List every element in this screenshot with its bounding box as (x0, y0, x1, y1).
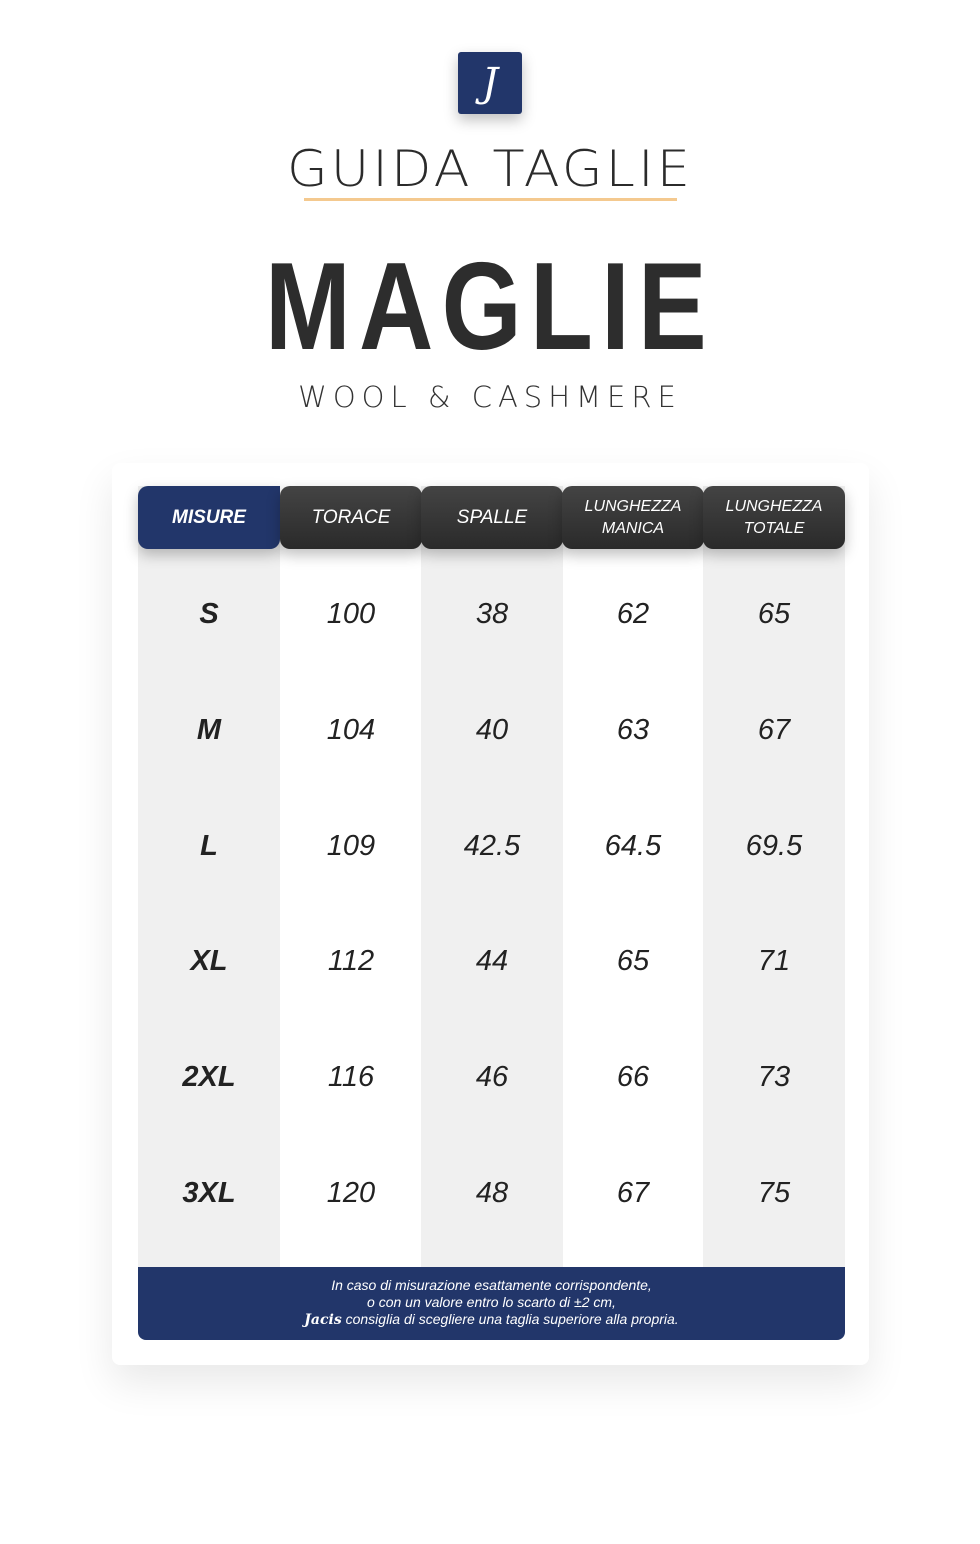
header-torace: TORACE (280, 486, 422, 549)
table-cell: 69.5 (745, 830, 803, 862)
table-cell: 67 (616, 1177, 650, 1209)
product-heading: MAGLIE (264, 238, 716, 376)
size-label: 3XL (182, 1177, 236, 1209)
size-label: S (199, 598, 219, 630)
table-cell: 46 (475, 1061, 509, 1093)
product-subheading: WOOL & CASHMERE (298, 380, 682, 414)
table-cell: 67 (757, 714, 791, 746)
header-spalle: SPALLE (421, 486, 563, 549)
table-cell: 64.5 (604, 830, 662, 862)
table-cell: 65 (757, 598, 791, 630)
footer-note (138, 1267, 845, 1340)
table-cell: 73 (757, 1061, 791, 1093)
table-cell: 62 (616, 598, 650, 630)
size-label: XL (190, 945, 228, 977)
header-lunghezza-totale: LUNGHEZZA TOTALE (703, 486, 845, 549)
table-cell: 75 (757, 1177, 791, 1209)
header-misure: MISURE (138, 486, 280, 549)
brand-logo-letter: J (481, 60, 499, 106)
footer-line-3: Jacis consiglia di scegliere una taglia superiore alla propria. (304, 1311, 679, 1328)
table-cell: 38 (475, 598, 509, 630)
table-cell: 40 (475, 714, 509, 746)
table-cell: 44 (475, 945, 509, 977)
table-cell: 120 (326, 1177, 376, 1209)
table-cell: 48 (475, 1177, 509, 1209)
table-cell: 116 (327, 1061, 375, 1093)
table-cell: 71 (757, 945, 791, 977)
table-cell: 66 (616, 1061, 650, 1093)
size-label: L (200, 830, 218, 862)
size-label: M (196, 714, 222, 746)
table-cell: 65 (616, 945, 650, 977)
footer-brand: Jacis (304, 1312, 342, 1328)
table-cell: 63 (616, 714, 650, 746)
table-cell: 109 (326, 830, 376, 862)
table-cell: 100 (326, 598, 376, 630)
brand-logo (458, 52, 522, 114)
header-lunghezza-manica: LUNGHEZZA MANICA (562, 486, 704, 549)
footer-line-1: In caso di misurazione esattamente corrispondente, (331, 1277, 652, 1293)
table-cell: 104 (326, 714, 376, 746)
table-cell: 42.5 (463, 830, 521, 862)
table-cell: 112 (327, 945, 375, 977)
footer-line-2: o con un valore entro lo scarto di ±2 cm, (367, 1294, 616, 1310)
title-underline (304, 198, 677, 201)
page-title: GUIDA TAGLIE (286, 140, 694, 198)
size-label: 2XL (182, 1061, 236, 1093)
